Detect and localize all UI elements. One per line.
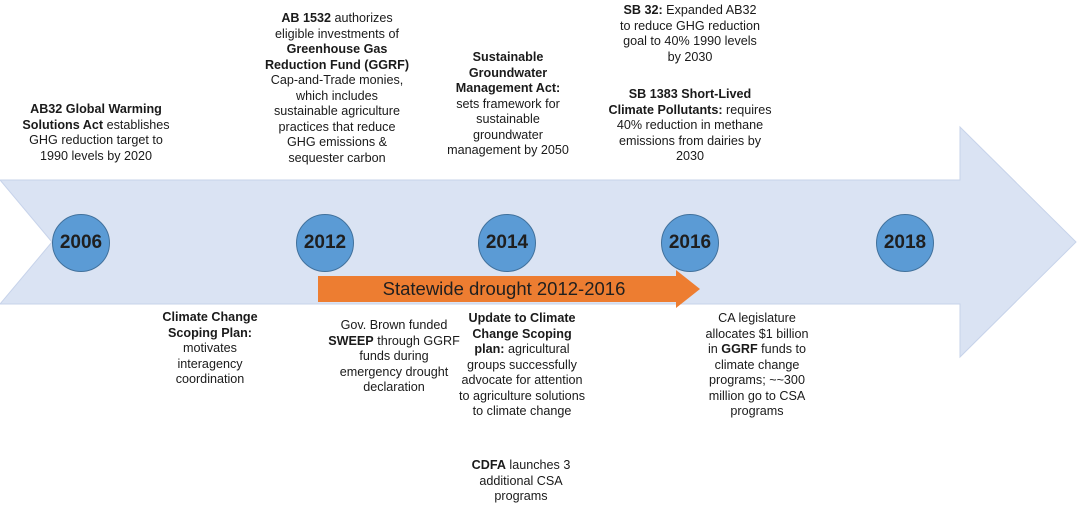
year-label: 2018 xyxy=(883,232,927,253)
event-2016-sb32 xyxy=(618,3,762,65)
event-highlight: Greenhouse Gas Reduction Fund (GGRF) xyxy=(264,42,410,72)
event-title: Sustainable Groundwater Management Act: xyxy=(455,50,561,95)
event-cdfa xyxy=(462,458,580,505)
year-marker-2018 xyxy=(876,214,934,272)
event-2016-sb1383 xyxy=(608,87,772,165)
event-text: CA legislature allocates $1 billion in xyxy=(705,311,809,356)
event-text: sets framework for sustainable groundwater management by 2050 xyxy=(447,96,569,157)
year-marker-2016 xyxy=(661,214,719,272)
event-title: SB 1383 Short-Lived Climate Pollutants: xyxy=(608,87,752,117)
event-text: motivates interagency coordination xyxy=(175,341,245,386)
event-text: launches 3 additional CSA programs xyxy=(479,458,571,503)
event-2012-ab1532 xyxy=(264,11,410,166)
event-text: requires 40% reduction in methane emissions from dairies by 2030 xyxy=(616,102,772,163)
event-title: Update to Climate Change Scoping plan: xyxy=(468,311,576,356)
event-2006-ab32 xyxy=(20,102,172,164)
year-marker-2014 xyxy=(478,214,536,272)
year-label: 2012 xyxy=(303,232,347,253)
event-sweep xyxy=(328,318,460,396)
event-text: establishes GHG reduction target to 1990 levels by 2020 xyxy=(29,117,170,163)
event-title: CDFA xyxy=(471,458,506,472)
event-text: Expanded AB32 to reduce GHG reduction goal to 40% 1990 levels by 2030 xyxy=(619,3,760,64)
year-label: 2016 xyxy=(668,232,712,253)
event-scoping-update xyxy=(456,311,588,420)
event-text: Gov. Brown funded xyxy=(340,318,448,332)
event-text: Cap-and-Trade monies, which includes sustainable agriculture practices that reduce GHG emissions & sequester carbon xyxy=(270,73,404,165)
drought-label: Statewide drought 2012-2016 xyxy=(382,278,626,299)
year-marker-2012 xyxy=(296,214,354,272)
year-label: 2006 xyxy=(59,232,103,253)
event-title: SB 32: xyxy=(623,3,663,17)
event-title: AB 1532 xyxy=(281,11,332,25)
event-2014-sgma xyxy=(446,50,570,159)
event-text: authorizes eligible investments of xyxy=(275,11,399,41)
event-text: funds to climate change programs; ~~300 million go to CSA programs xyxy=(708,342,806,418)
event-text: agricultural groups successfully advocate for attention to agriculture solutions to climate change xyxy=(458,342,585,418)
year-label: 2014 xyxy=(485,232,529,253)
event-highlight: SWEEP xyxy=(328,333,374,348)
event-scoping-plan xyxy=(150,310,270,388)
event-text: through GGRF funds during emergency drought declaration xyxy=(339,333,460,394)
event-title: AB32 Global Warming Solutions Act xyxy=(22,102,162,132)
event-highlight: GGRF xyxy=(721,342,758,356)
event-legislature-ggrf xyxy=(704,311,810,420)
event-title: Climate Change Scoping Plan: xyxy=(162,310,258,340)
year-marker-2006 xyxy=(52,214,110,272)
